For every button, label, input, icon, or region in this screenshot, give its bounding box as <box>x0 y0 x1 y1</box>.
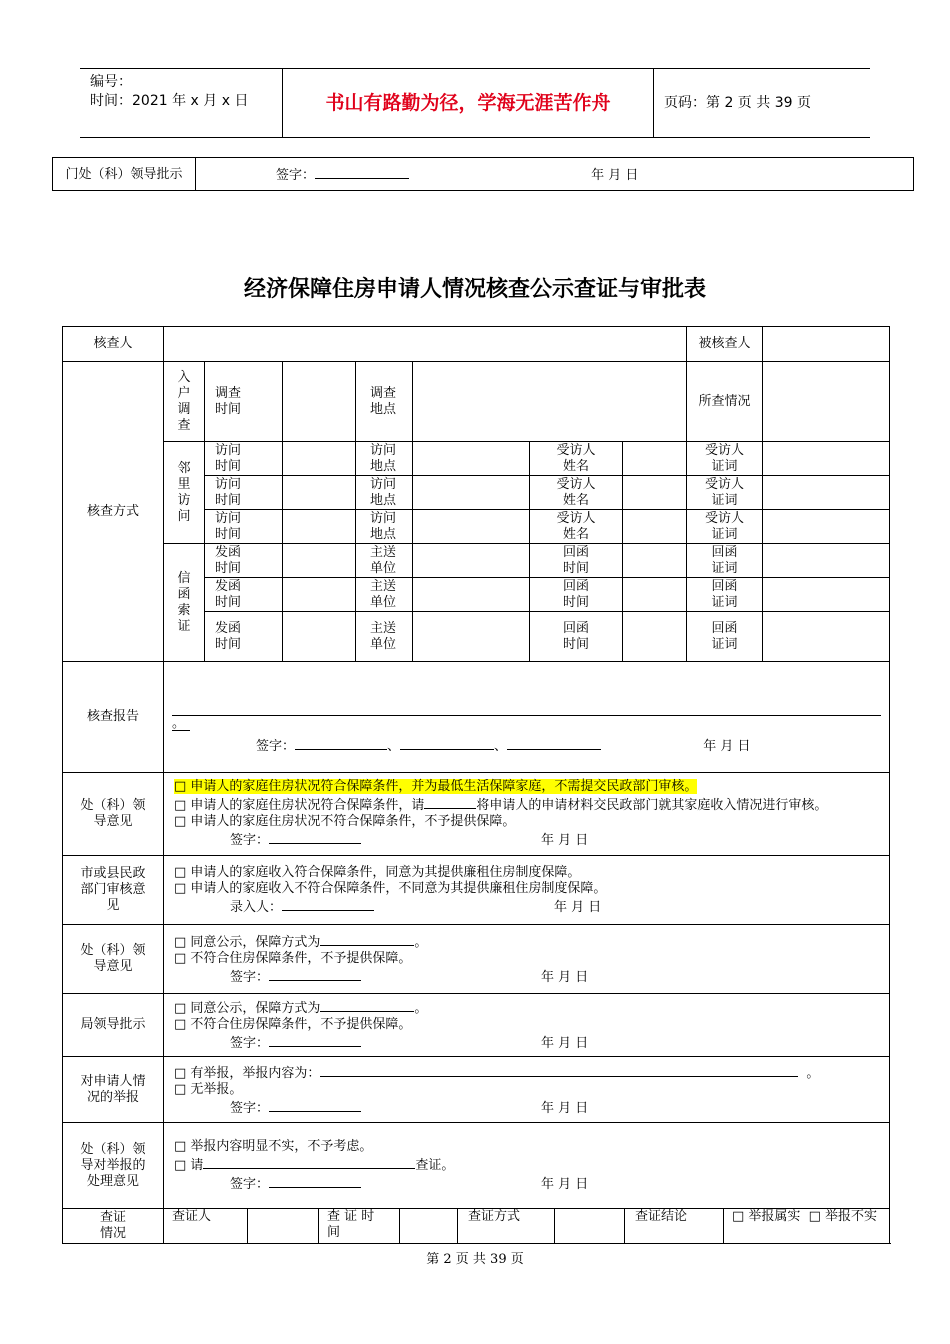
main-form-table <box>62 326 890 1244</box>
checked-label: 被核查人 <box>687 327 763 362</box>
dept-option-3[interactable]: □ 申请人的家庭住房状况不符合保障条件，不予提供保障。 <box>174 814 516 829</box>
sign-label: 签字： <box>276 167 316 183</box>
untrue-option[interactable]: □ 举报内容明显不实，不予考虑。 <box>174 1138 373 1154</box>
page-title: 经济保障住房申请人情况核查公示查证与审批表 <box>243 277 706 302</box>
interviewee-name-label: 受访人姓名 <box>530 476 623 510</box>
date-text: 年 月 日 <box>591 167 639 183</box>
verify-method-label: 查证方式 <box>458 1209 555 1243</box>
visit-time-field[interactable] <box>283 442 356 476</box>
visit-time-field[interactable] <box>283 510 356 544</box>
visit-time-label: 访问时间 <box>205 510 283 544</box>
verify-result-label: 查证结论 <box>625 1209 724 1243</box>
dept2-sign-row: 签字： 年 月 日 <box>174 967 889 986</box>
visit-time-label: 访问时间 <box>205 442 283 476</box>
interviewee-testimony-field[interactable] <box>763 442 890 476</box>
report-person-label: 对申请人情况的举报 <box>63 1057 164 1123</box>
report-sign-row: 签字： 年 月 日 <box>174 1098 889 1117</box>
send-unit-field[interactable] <box>413 578 530 612</box>
visit-time-field[interactable] <box>283 476 356 510</box>
report-date: 年 月 日 <box>703 739 751 754</box>
report-person-cell <box>164 1057 890 1123</box>
send-time-label: 发函时间 <box>205 612 283 662</box>
verifier-field[interactable] <box>248 1209 319 1243</box>
result-true-option[interactable]: □ 举报属实 <box>732 1209 801 1224</box>
dept-sign-row: 签字： 年 月 日 <box>174 830 889 849</box>
dept-option-1[interactable]: □ 申请人的家庭住房状况符合保障条件，并为最低生活保障家庭，不需提交民政部门审核。 <box>174 779 698 794</box>
sign-line-3[interactable] <box>507 736 601 750</box>
verify-subtable <box>164 1209 889 1243</box>
reply-time-field[interactable] <box>623 612 687 662</box>
interviewee-testimony-label: 受访人证词 <box>687 442 763 476</box>
verify-cell <box>164 1209 890 1244</box>
motto: 书山有路勤为径，学海无涯苦作舟 <box>282 69 654 137</box>
visit-place-field[interactable] <box>413 476 530 510</box>
visit-place-field[interactable] <box>413 510 530 544</box>
report-sign-row <box>164 736 889 755</box>
dept3-opinion-cell <box>164 1123 890 1209</box>
please-verify-option[interactable]: □ 请 查证。 <box>174 1155 889 1174</box>
separator: 、 <box>494 739 508 754</box>
send-unit-label: 主送单位 <box>356 578 413 612</box>
visit-place-field[interactable] <box>413 442 530 476</box>
sign-line[interactable] <box>269 830 361 844</box>
leader-approval-label: 门处（科）领导批示 <box>53 158 196 191</box>
send-time-field[interactable] <box>283 544 356 578</box>
send-time-field[interactable] <box>283 578 356 612</box>
send-unit-field[interactable] <box>413 612 530 662</box>
reply-time-label: 回函时间 <box>530 612 623 662</box>
sign-line[interactable] <box>269 1174 361 1188</box>
sign-line[interactable] <box>269 1098 361 1112</box>
interviewee-testimony-field[interactable] <box>763 510 890 544</box>
bureau-sign-row: 签字： 年 月 日 <box>174 1033 889 1052</box>
letter-inquiry-label: 信函索证 <box>164 544 205 662</box>
send-time-label: 发函时间 <box>205 578 283 612</box>
verify-time-label: 查 证 时 间 <box>319 1209 400 1243</box>
verify-time-field[interactable] <box>400 1209 458 1243</box>
sign-line-2[interactable] <box>400 736 494 750</box>
leader-approval-row <box>52 157 914 191</box>
send-unit-field[interactable] <box>413 544 530 578</box>
time-label: 时间：2021 年 x 月 x 日 <box>90 93 249 109</box>
checker-field[interactable] <box>164 327 687 362</box>
agree-option[interactable]: □ 同意公示，保障方式为 。 <box>174 932 889 951</box>
interviewee-name-label: 受访人姓名 <box>530 510 623 544</box>
sign-line[interactable] <box>315 165 409 179</box>
survey-place-label: 调查地点 <box>356 362 413 442</box>
header-meta <box>80 69 282 137</box>
reply-time-label: 回函时间 <box>530 544 623 578</box>
verify-result-options <box>724 1209 890 1243</box>
report-sign-label: 签字： <box>256 739 296 754</box>
result-false-option[interactable]: □ 举报不实 <box>808 1209 877 1224</box>
visit-place-label: 访问地点 <box>356 510 413 544</box>
page-footer: 第 2 页 共 39 页 <box>426 1252 524 1267</box>
civil-opinion-label: 市或县民政部门审核意见 <box>63 856 164 925</box>
dept-option-2[interactable]: □ 申请人的家庭住房状况符合保障条件，请 将申请人的申请材料交民政部门就其家庭收入情况进行审核。 <box>174 795 889 814</box>
separator: 、 <box>387 739 401 754</box>
dept3-opinion-label: 处（科）领导对举报的处理意见 <box>63 1123 164 1209</box>
reject-option[interactable]: □ 不符合住房保障条件，不予提供保障。 <box>174 951 412 966</box>
visit-place-label: 访问地点 <box>356 442 413 476</box>
dept-opinion-label: 处（科）领导意见 <box>63 773 164 856</box>
reply-testimony-label: 回函证词 <box>687 578 763 612</box>
survey-time-label: 调查时间 <box>205 362 283 442</box>
interviewee-testimony-label: 受访人证词 <box>687 510 763 544</box>
has-report-option[interactable]: □ 有举报，举报内容为： 。 <box>174 1063 889 1082</box>
interviewee-testimony-label: 受访人证词 <box>687 476 763 510</box>
verify-label: 查证情况 <box>63 1209 164 1244</box>
report-cell[interactable] <box>164 662 890 773</box>
findings-field[interactable] <box>763 362 890 442</box>
reply-testimony-field[interactable] <box>763 578 890 612</box>
sign-line-1[interactable] <box>295 736 387 750</box>
bureau-cell <box>164 994 890 1057</box>
method-label: 核查方式 <box>63 362 164 662</box>
reply-time-field[interactable] <box>623 578 687 612</box>
interviewee-testimony-field[interactable] <box>763 476 890 510</box>
civil-entry-row: 录入人： 年 月 日 <box>174 897 889 916</box>
bureau-label: 局领导批示 <box>63 994 164 1057</box>
report-end: 。 <box>172 716 190 731</box>
send-time-label: 发函时间 <box>205 544 283 578</box>
verifier-label: 查证人 <box>164 1209 248 1243</box>
interviewee-name-label: 受访人姓名 <box>530 442 623 476</box>
survey-time-field[interactable] <box>283 362 356 442</box>
civil-option-2[interactable]: □ 申请人的家庭收入不符合保障条件，不同意为其提供廉租住房制度保障。 <box>174 880 607 896</box>
reply-testimony-field[interactable] <box>763 544 890 578</box>
reply-testimony-label: 回函证词 <box>687 544 763 578</box>
dept-opinion-cell <box>164 773 890 856</box>
send-unit-label: 主送单位 <box>356 612 413 662</box>
reply-time-label: 回函时间 <box>530 578 623 612</box>
code-label: 编号： <box>90 74 132 90</box>
survey-place-field[interactable] <box>413 362 687 442</box>
sign-line[interactable] <box>269 967 361 981</box>
neighbor-visit-label: 邻里访问 <box>164 442 205 544</box>
agree-option[interactable]: □ 同意公示，保障方式为 。 <box>174 998 889 1017</box>
reply-testimony-field[interactable] <box>763 612 890 662</box>
civil-option-1[interactable]: □ 申请人的家庭收入符合保障条件，同意为其提供廉租住房制度保障。 <box>174 864 581 880</box>
dept3-sign-row: 签字： 年 月 日 <box>174 1174 889 1193</box>
sign-line[interactable] <box>269 1033 361 1047</box>
civil-opinion-cell <box>164 856 890 925</box>
interviewee-name-field[interactable] <box>623 510 687 544</box>
report-label: 核查报告 <box>63 662 164 773</box>
send-unit-label: 主送单位 <box>356 544 413 578</box>
page-label: 页码：第 2 页 共 39 页 <box>664 95 811 111</box>
verify-method-field[interactable] <box>555 1209 625 1243</box>
send-time-field[interactable] <box>283 612 356 662</box>
reject-option[interactable]: □ 不符合住房保障条件，不予提供保障。 <box>174 1017 412 1032</box>
visit-time-label: 访问时间 <box>205 476 283 510</box>
reply-time-field[interactable] <box>623 544 687 578</box>
page-header <box>80 68 870 138</box>
visit-place-label: 访问地点 <box>356 476 413 510</box>
leader-approval-cell <box>196 158 914 191</box>
checked-field[interactable] <box>763 327 890 362</box>
entry-line[interactable] <box>282 897 374 911</box>
dept2-opinion-label: 处（科）领导意见 <box>63 925 164 994</box>
checker-label: 核查人 <box>63 327 164 362</box>
dept2-opinion-cell <box>164 925 890 994</box>
interviewee-name-field[interactable] <box>623 442 687 476</box>
interviewee-name-field[interactable] <box>623 476 687 510</box>
no-report-option[interactable]: □ 无举报。 <box>174 1081 243 1097</box>
findings-label: 所查情况 <box>687 362 763 442</box>
home-visit-label: 入户调查 <box>164 362 205 442</box>
reply-testimony-label: 回函证词 <box>687 612 763 662</box>
